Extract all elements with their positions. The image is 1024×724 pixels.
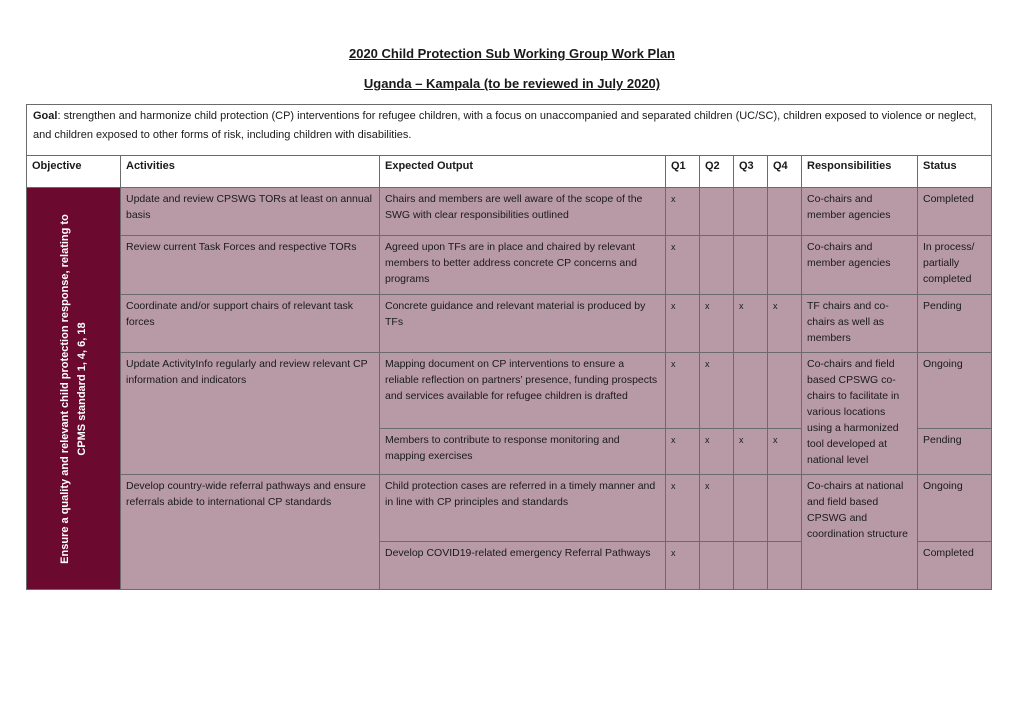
- header-activities: Activities: [121, 156, 380, 188]
- activity-cell: Develop country-wide referral pathways and ensure referrals abide to international CP standards: [121, 475, 380, 590]
- q4-cell: [768, 475, 802, 542]
- header-responsibilities: Responsibilities: [802, 156, 918, 188]
- output-cell: Members to contribute to response monitoring and mapping exercises: [380, 429, 666, 475]
- q4-cell: [768, 542, 802, 590]
- q2-cell: x: [700, 475, 734, 542]
- q2-cell: [700, 542, 734, 590]
- q4-cell: [768, 188, 802, 236]
- table-row: [27, 236, 992, 295]
- q1-cell: x: [666, 542, 700, 590]
- q3-cell: x: [734, 295, 768, 353]
- q2-cell: x: [700, 295, 734, 353]
- activity-cell: Update and review CPSWG TORs at least on annual basis: [121, 188, 380, 236]
- q4-cell: [768, 236, 802, 295]
- objective-cell: [27, 188, 121, 590]
- document-title: 2020 Child Protection Sub Working Group Work Plan: [348, 46, 675, 61]
- activity-cell: Review current Task Forces and respective TORs: [121, 236, 380, 295]
- q3-cell: [734, 188, 768, 236]
- output-cell: Child protection cases are referred in a timely manner and in line with CP principles and standards: [380, 475, 666, 542]
- q1-cell: x: [666, 353, 700, 429]
- table-row: [27, 353, 992, 429]
- status-cell: Ongoing: [918, 475, 992, 542]
- q2-cell: x: [700, 429, 734, 475]
- work-plan-table: [26, 104, 992, 590]
- responsibility-cell: Co-chairs and member agencies: [802, 188, 918, 236]
- q2-cell: x: [700, 353, 734, 429]
- goal-cell: [27, 105, 992, 156]
- goal-text: : strengthen and harmonize child protection (CP) interventions for refugee children, with a focus on unaccompanied and separated children (UC/SC), children exposed to violence or neglect, and children exposed to other forms of risk, including children with disabilities.: [33, 110, 977, 141]
- responsibility-cell: Co-chairs and member agencies: [802, 236, 918, 295]
- q1-cell: x: [666, 429, 700, 475]
- table-row: [27, 475, 992, 542]
- activity-cell: Update ActivityInfo regularly and review relevant CP information and indicators: [121, 353, 380, 475]
- table-row: [27, 295, 992, 353]
- responsibility-cell: TF chairs and co-chairs as well as members: [802, 295, 918, 353]
- q1-cell: x: [666, 475, 700, 542]
- table-row: [27, 188, 992, 236]
- q4-cell: x: [768, 295, 802, 353]
- q3-cell: x: [734, 429, 768, 475]
- q1-cell: x: [666, 295, 700, 353]
- status-cell: In process/ partially completed: [918, 236, 992, 295]
- q4-cell: [768, 353, 802, 429]
- header-status: Status: [918, 156, 992, 188]
- q4-cell: x: [768, 429, 802, 475]
- output-cell: Concrete guidance and relevant material is produced by TFs: [380, 295, 666, 353]
- header-q4: Q4: [768, 156, 802, 188]
- q2-cell: [700, 188, 734, 236]
- goal-row: [27, 105, 992, 156]
- responsibility-cell: Co-chairs and field based CPSWG co-chairs to facilitate in various locations using a harmonized tool developed at national level: [802, 353, 918, 475]
- q3-cell: [734, 475, 768, 542]
- header-q1: Q1: [666, 156, 700, 188]
- output-cell: Develop COVID19-related emergency Referral Pathways: [380, 542, 666, 590]
- document-subtitle: Uganda – Kampala (to be reviewed in July 2020): [363, 76, 661, 91]
- q3-cell: [734, 236, 768, 295]
- q1-cell: x: [666, 188, 700, 236]
- output-cell: Chairs and members are well aware of the scope of the SWG with clear responsibilities outlined: [380, 188, 666, 236]
- status-cell: Completed: [918, 542, 992, 590]
- header-objective: Objective: [27, 156, 121, 188]
- header-q2: Q2: [700, 156, 734, 188]
- status-cell: Completed: [918, 188, 992, 236]
- q3-cell: [734, 542, 768, 590]
- header-row: [27, 156, 992, 188]
- header-q3: Q3: [734, 156, 768, 188]
- q3-cell: [734, 353, 768, 429]
- activity-cell: Coordinate and/or support chairs of relevant task forces: [121, 295, 380, 353]
- status-cell: Pending: [918, 429, 992, 475]
- goal-label: Goal: [33, 110, 58, 122]
- status-cell: Ongoing: [918, 353, 992, 429]
- status-cell: Pending: [918, 295, 992, 353]
- header-expected-output: Expected Output: [380, 156, 666, 188]
- q1-cell: x: [666, 236, 700, 295]
- q2-cell: [700, 236, 734, 295]
- output-cell: Agreed upon TFs are in place and chaired by relevant members to better address concrete CP concerns and programs: [380, 236, 666, 295]
- responsibility-cell: Co-chairs at national and field based CPSWG and coordination structure: [802, 475, 918, 590]
- objective-text: Ensure a quality and relevant child protection response, relating to CPMS standard 1, 4, 6, 18: [58, 213, 88, 564]
- output-cell: Mapping document on CP interventions to ensure a reliable reflection on partners’ presence, funding prospects and services available for refugee children is drafted: [380, 353, 666, 429]
